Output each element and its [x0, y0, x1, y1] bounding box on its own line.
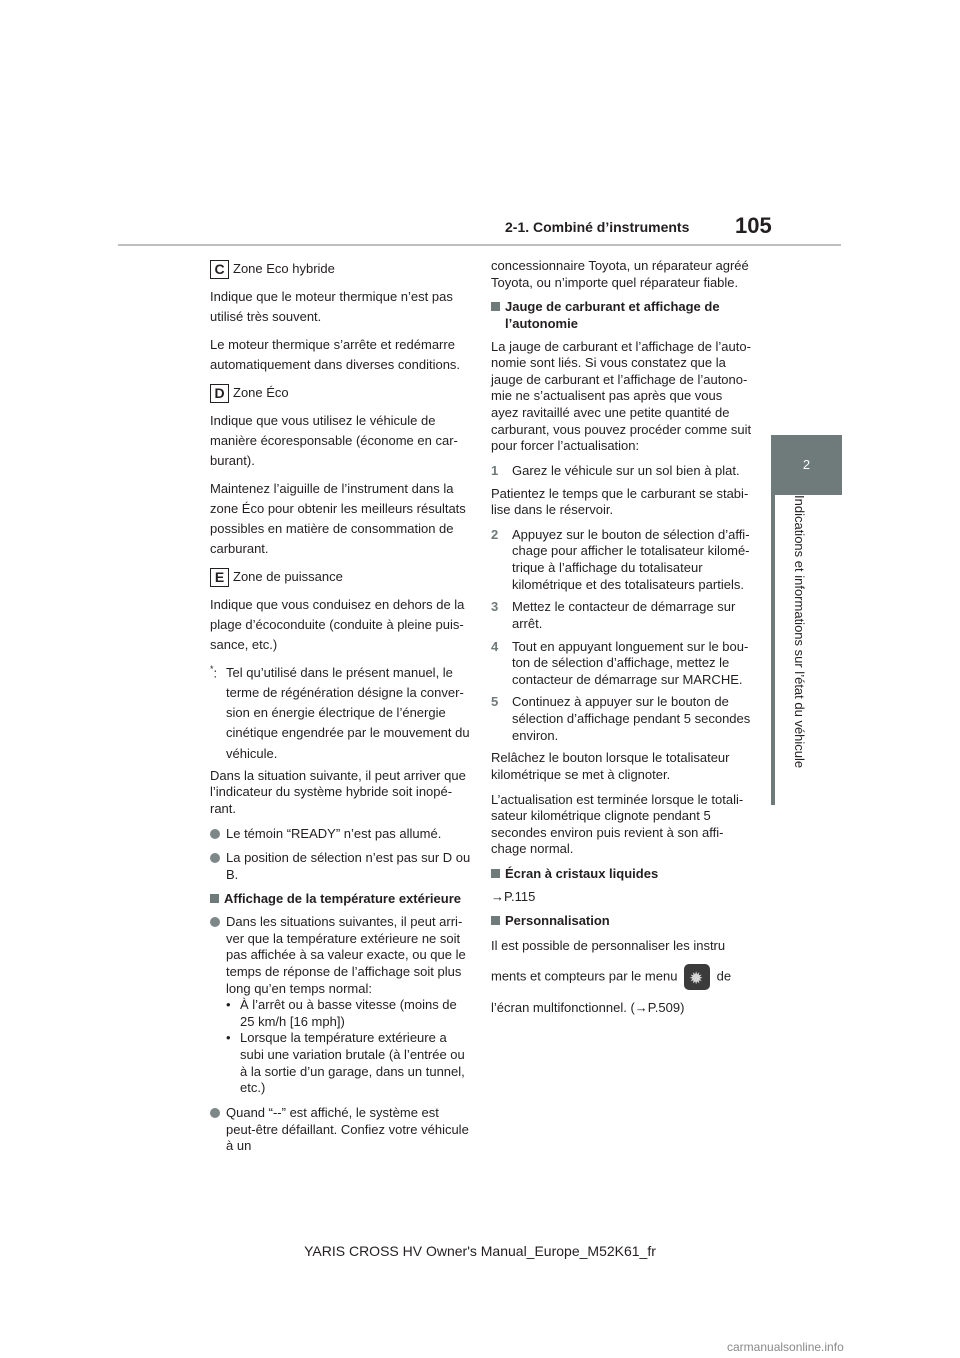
step-item — [491, 599, 753, 632]
gear-icon — [684, 964, 710, 990]
zone-d-item — [210, 384, 472, 403]
perso-line-3: l’écran multifonctionnel. (→P.509) — [491, 1000, 685, 1016]
bullet-text: Quand “--” est affiché, le système est peut-être défaillant. Confiez votre véhicule à un — [226, 1104, 469, 1154]
step1-note: Patientez le temps que le carburant se stabilise dans le réservoir. — [491, 485, 749, 518]
sub-marker: • — [226, 1030, 231, 1046]
perso-heading-text: Personnalisation — [505, 913, 610, 929]
right-column — [491, 258, 753, 1026]
step-number: 5 — [491, 694, 499, 710]
footnote — [210, 663, 472, 764]
footnote-text: Tel qu’utilisé dans le présent manuel, le terme de régénération désigne la conversion en énergie électrique de l’énergie cinétique engendrée par le mouvement du véhicule. — [226, 664, 470, 761]
bullet-item — [210, 1105, 472, 1155]
bullet-dot-icon — [210, 917, 220, 927]
page-number: 105 — [735, 213, 772, 238]
zone-e-desc-1: Indique que vous conduisez en dehors de la plage d’écoconduite (conduite à pleine puissance, etc.) — [210, 596, 465, 652]
step-text: Continuez à appuyer sur le bouton de sélection d’affichage pendant 5 secondes environ. — [512, 694, 751, 743]
chapter-tab-number: 2 — [771, 435, 842, 495]
lcd-heading-text: Écran à cristaux liquides — [505, 866, 659, 881]
lcd-page-ref[interactable]: →P.115 — [491, 888, 536, 904]
step-text: Appuyez sur le bouton de sélection d’affichage pour afficher le totalisateur kilométrique à l’affichage du totalisateur kilométrique et des totalisateurs partiels. — [512, 526, 750, 592]
watermark: carmanualsonline.info — [727, 1340, 844, 1354]
sub-marker: • — [226, 997, 231, 1013]
step-text: Garez le véhicule sur un sol bien à plat. — [512, 462, 740, 478]
zone-e-label: Zone de puissance — [233, 568, 343, 584]
footnote-star: * — [210, 663, 214, 674]
sub-item — [226, 1030, 472, 1097]
bullet-text: La position de sélection n’est pas sur D ou B. — [226, 850, 471, 882]
situation-text: Dans la situation suivante, il peut arriver que l’indicateur du système hybride soit inopérant. — [210, 767, 466, 816]
bullet-text: Dans les situations suivantes, il peut arriver que la température extérieure ne soit pas affichée à sa valeur exacte, ou que le temps de réponse de l’affichage soit plus long qu’en temps normal: — [226, 914, 466, 996]
zone-c-desc-2: Le moteur thermique s’arrête et redémarre automatiquement dans diverses conditions. — [210, 337, 461, 373]
zone-e-item — [210, 568, 472, 587]
lcd-heading — [491, 866, 753, 883]
zone-e-letter: E — [210, 568, 229, 587]
bullet-dot-icon — [210, 853, 220, 863]
perso-line-1: Il est possible de personnaliser les instru — [491, 937, 726, 953]
bullet-dot-icon — [210, 829, 220, 839]
temp-heading-text: Affichage de la température extérieure — [224, 891, 461, 907]
sub-item — [226, 997, 472, 1030]
fuel-heading — [491, 299, 753, 332]
step-item — [491, 694, 753, 744]
footnote-colon: : — [213, 665, 218, 681]
step-item — [491, 639, 753, 689]
step-number: 2 — [491, 526, 499, 542]
perso-line-2b: de — [716, 968, 732, 984]
zone-d-letter: D — [210, 384, 229, 403]
perso-line-2a: ments et compteurs par le menu — [491, 968, 678, 984]
step-text: Mettez le contacteur de démarrage sur arrêt. — [512, 599, 736, 631]
temp-heading — [210, 891, 472, 908]
temp-bullet-body — [226, 914, 472, 1097]
bullet-dot-icon — [210, 1108, 220, 1118]
zone-c-item — [210, 260, 472, 279]
bullet-item — [210, 914, 472, 1097]
step-item — [491, 463, 753, 480]
fuel-heading-text: Jauge de carburant et affichage de l’autonomie — [505, 299, 720, 331]
zone-c-desc-1: Indique que le moteur thermique n’est pas utilisé très souvent. — [210, 289, 453, 325]
continued-text: concessionnaire Toyota, un réparateur agréé Toyota, ou n’importe quel réparateur fiable. — [491, 258, 749, 290]
section-title: 2-1. Combiné d’instruments — [505, 219, 690, 235]
left-column — [210, 258, 472, 1163]
sub-text: À l’arrêt ou à basse vitesse (moins de 25 km/h [16 mph]) — [240, 997, 457, 1029]
done-text: L’actualisation est terminée lorsque le totalisateur kilométrique clignote pendant 5 secondes environ puis revient à son affichage normal. — [491, 791, 744, 857]
step-number: 1 — [491, 462, 499, 478]
square-bullet-icon — [491, 869, 500, 878]
perso-heading — [491, 913, 753, 930]
bullet-text: Le témoin “READY” n’est pas allumé. — [226, 825, 442, 841]
release-text: Relâchez le bouton lorsque le totalisateur kilométrique se met à clignoter. — [491, 750, 730, 782]
chapter-tab-label-text: Indications et informations sur l’état du véhicule — [792, 495, 807, 769]
sub-text: Lorsque la température extérieure a subi une variation brutale (à l’entrée ou à la sortie d’un garage, dans un tunnel, etc.) — [240, 1030, 465, 1096]
step-number: 3 — [491, 599, 499, 615]
zone-d-desc-1: Indique que vous utilisez le véhicule de manière écoresponsable (économe en carburant). — [210, 412, 458, 468]
square-bullet-icon — [491, 302, 500, 311]
step-item — [491, 527, 753, 594]
chapter-tab-label — [783, 495, 815, 805]
zone-c-letter: C — [210, 260, 229, 279]
fuel-intro: La jauge de carburant et l’affichage de l’autonomie sont liés. Si vous constatez que la jauge de carburant et l’affichage de l’autonomie ne s’actualisent pas après que vous ayez ravitaillé avec une petite quantité de carburant, vous pouvez procéder comme suit pour forcer l’actualisation: — [491, 338, 752, 454]
zone-d-desc-2: Maintenez l’aiguille de l’instrument dans la zone Éco pour obtenir les meilleurs résultats possibles en matière de consommation de carburant. — [210, 480, 466, 557]
square-bullet-icon — [210, 894, 219, 903]
footer-manual-name: YARIS CROSS HV Owner's Manual_Europe_M52K61_fr — [304, 1243, 656, 1259]
bullet-item — [210, 850, 472, 883]
footnote-marker — [210, 663, 226, 764]
step-number: 4 — [491, 638, 499, 654]
header-divider — [118, 244, 841, 246]
bullet-item — [210, 826, 472, 843]
zone-c-label: Zone Eco hybride — [233, 261, 335, 277]
square-bullet-icon — [491, 916, 500, 925]
chapter-tab-bar — [771, 495, 775, 805]
perso-line-2 — [491, 964, 753, 990]
step-text: Tout en appuyant longuement sur le bouton de sélection d’affichage, mettez le contacteur de démarrage sur MARCHE. — [512, 638, 749, 687]
zone-d-label: Zone Éco — [233, 384, 289, 400]
